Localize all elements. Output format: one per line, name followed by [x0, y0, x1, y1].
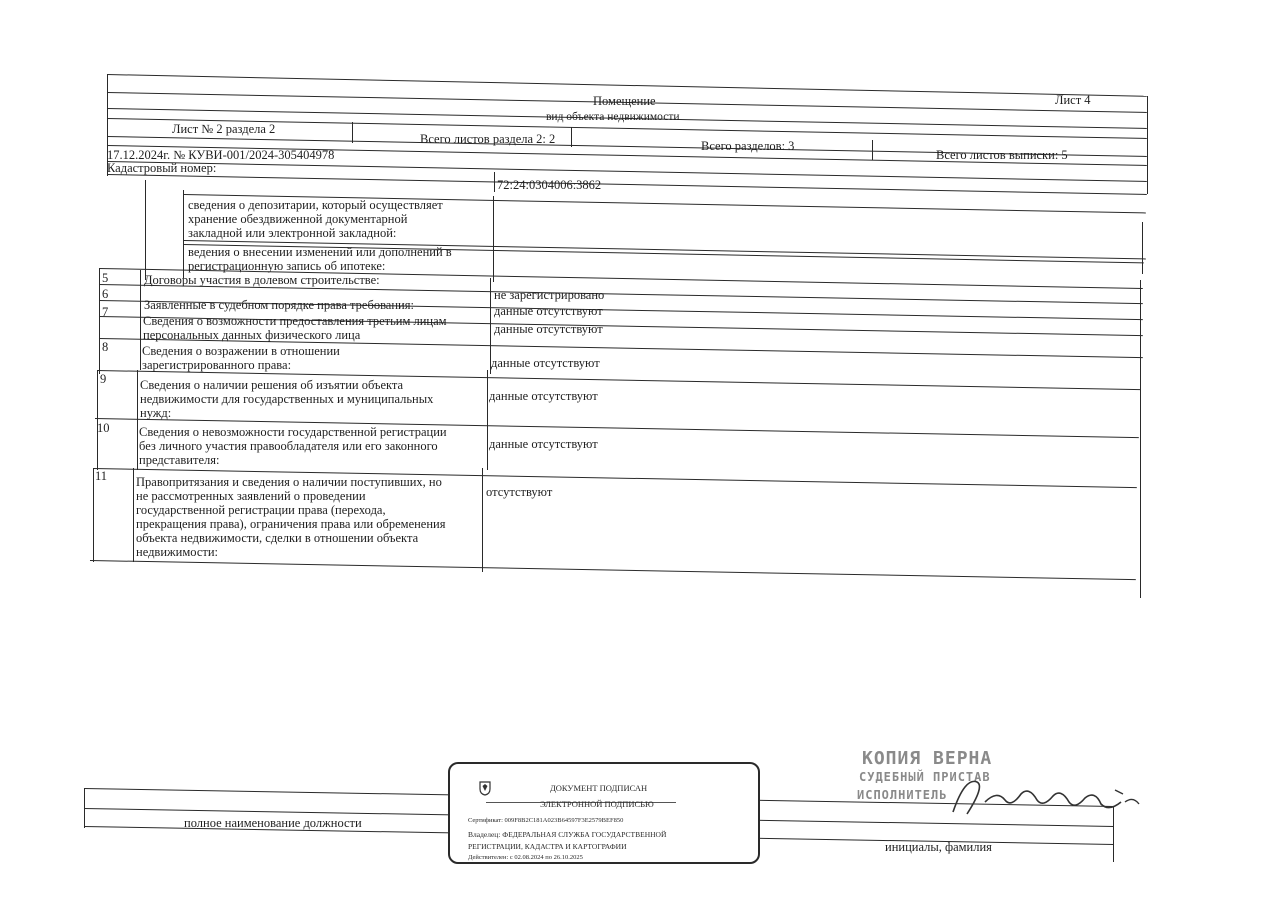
table-border — [97, 370, 98, 470]
row-number: 6 — [102, 287, 109, 301]
row-number: 9 — [100, 372, 107, 386]
stamp-owner: Владелец: ФЕДЕРАЛЬНАЯ СЛУЖБА ГОСУДАРСТВЕННОЙ — [468, 830, 667, 839]
table-border — [90, 560, 1136, 580]
table-border — [133, 468, 134, 562]
emblem-icon — [478, 780, 492, 796]
row-value: данные отсутствуют — [491, 356, 600, 370]
row-number: 10 — [97, 421, 110, 435]
table-border — [107, 161, 1147, 182]
sheet-label: Лист 4 — [1055, 93, 1091, 107]
table-border — [571, 127, 572, 147]
table-border — [145, 180, 146, 280]
table-border — [99, 268, 100, 374]
row-number: 8 — [102, 340, 109, 354]
cadastral-value: 72:24:0304006:3862 — [497, 178, 602, 192]
table-border — [494, 172, 495, 192]
table-border — [140, 270, 141, 370]
table-border — [872, 140, 873, 160]
stamp-owner: РЕГИСТРАЦИИ, КАДАСТРА И КАРТОГРАФИИ — [468, 842, 627, 851]
row-label: Правопритязания и сведения о наличии поступивших, но не рассмотренных заявлений о проведении государственной регистрации права (перехода, прекращения права), ограничения права или обременения объекта недвижимости, сделки в отношении объекта недвижимости: — [136, 475, 446, 559]
table-border — [487, 370, 488, 470]
copy-stamp-line: ИСПОЛНИТЕЛЬ — [857, 788, 948, 802]
stamp-certificate: Сертификат: 009F8B2C181A023B64597F3E2579BEF850 — [468, 817, 624, 824]
section-sheets-total: Всего листов раздела 2: 2 — [420, 132, 556, 146]
initials-caption: инициалы, фамилия — [885, 840, 992, 854]
copy-stamp-line: СУДЕБНЫЙ ПРИСТАВ — [859, 770, 991, 784]
row-value: данные отсутствуют — [489, 389, 598, 403]
row-label: Сведения о наличии решения об изъятии объекта недвижимости для государственных и муниципальных нужд: — [140, 378, 434, 420]
table-border — [1142, 222, 1143, 274]
copy-stamp-line: КОПИЯ ВЕРНА — [862, 748, 993, 769]
row-number: 11 — [95, 469, 108, 483]
stamp-title: ЭЛЕКТРОННОЙ ПОДПИСЬЮ — [540, 799, 654, 809]
table-border — [493, 196, 494, 282]
table-border — [183, 190, 184, 278]
date-number: 17.12.2024г. № КУВИ-001/2024-305404978 — [107, 148, 335, 162]
object-type-caption: вид объекта недвижимости — [546, 111, 680, 123]
row-label: Сведения о возможности предоставления третьим лицам персональных данных физического лица — [143, 314, 447, 342]
footer-border — [84, 788, 85, 828]
row-label: Договоры участия в долевом строительстве: — [144, 273, 380, 287]
stamp-title: ДОКУМЕНТ ПОДПИСАН — [550, 783, 648, 793]
row-label: Сведения о возражении в отношении зарегистрированного права: — [142, 344, 340, 372]
row-value: данные отсутствуют — [494, 322, 603, 336]
position-caption: полное наименование должности — [184, 816, 362, 830]
e-signature-stamp — [448, 762, 760, 864]
table-border — [137, 370, 138, 470]
object-type: Помещение — [593, 94, 656, 108]
extract-sheets-total: Всего листов выписки: 5 — [936, 148, 1068, 162]
table-border — [352, 122, 353, 143]
row-label: Заявленные в судебном порядке права требования: — [144, 298, 414, 312]
table-border — [1147, 96, 1148, 194]
row-value: данные отсутствуют — [489, 437, 598, 451]
row-number: 5 — [102, 271, 109, 285]
row-label: сведения о депозитарии, который осуществляет хранение обездвиженной документарной закладной или электронной закладной: — [188, 198, 443, 240]
row-value: не зарегистрировано — [494, 288, 605, 302]
row-label: Сведения о невозможности государственной регистрации без личного участия правообладателя или его законного представителя: — [139, 425, 447, 467]
stamp-validity: Действителен: с 02.08.2024 по 26.10.2025 — [468, 854, 583, 861]
signature-mark — [945, 772, 1145, 822]
row-number: 7 — [102, 305, 109, 319]
table-border — [1140, 280, 1141, 598]
row-value: отсутствуют — [486, 485, 553, 499]
table-border — [93, 468, 94, 562]
row-label: ведения о внесении изменений или дополнений в регистрационную запись об ипотеке: — [188, 245, 452, 273]
sections-total: Всего разделов: 3 — [701, 139, 795, 153]
cadastral-label: Кадастровый номер: — [107, 161, 217, 175]
row-value: данные отсутствуют — [494, 304, 603, 318]
section-sheet: Лист № 2 раздела 2 — [172, 122, 276, 136]
